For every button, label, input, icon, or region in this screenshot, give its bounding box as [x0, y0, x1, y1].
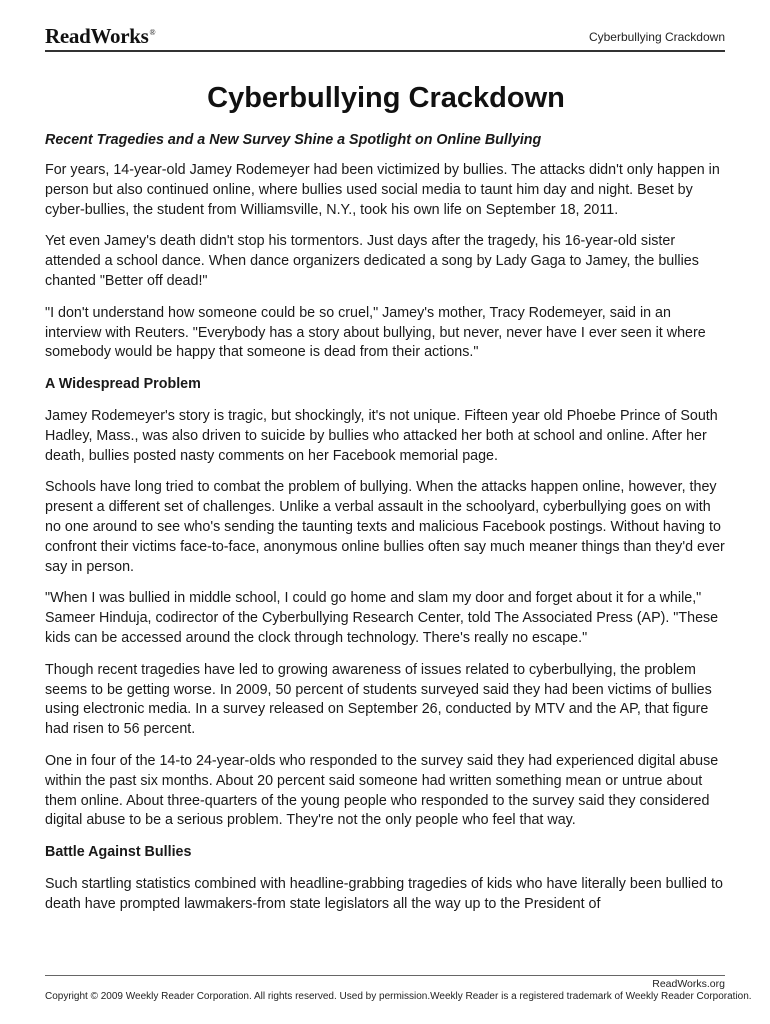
page-header [45, 22, 725, 52]
paragraph-2: Yet even Jamey's death didn't stop his tormentors. Just days after the tragedy, his 16-year-old sister attended a school dance. When dance organizers dedicated a song by Lady Gaga to Jamey, the bullies chanted "Better off dead!" [45, 233, 699, 289]
article-body [45, 80, 727, 927]
footer-site: ReadWorks.org [652, 978, 725, 990]
paragraph-3: "I don't understand how someone could be so cruel," Jamey's mother, Tracy Rodemeyer, said in an interview with Reuters. "Everybody has a story about bullying, but never, never have I ever seen it where somebody would be happy that someone is dead from their actions." [45, 304, 706, 361]
paragraph-7: Though recent tragedies have led to growing awareness of issues related to cyberbullying, the problem seems to be getting worse. In 2009, 50 percent of students surveyed said they had been victims of bullies using electronic media. In a survey released on September 26, conducted by MTV and the AP, that figure had risen to 56 percent. [45, 661, 712, 738]
paragraph-8: One in four of the 14-to 24-year-olds who responded to the survey said they had experienced digital abuse within the past six months. About 20 percent said someone had written something mean or untrue about them online. About three-quarters of the young people who responded to the survey said they considered digital abuse to be a serious problem. They're not the only people who feel that way. [45, 752, 719, 829]
paragraph-1: For years, 14-year-old Jamey Rodemeyer had been victimized by bullies. The attacks didn't only happen in person but also continued online, where bullies used social media to taunt him day and night. Beset by cyber-bullies, the student from Williamsville, N.Y., took his own life on September 18, 2011. [45, 162, 720, 218]
footer-copyright: Copyright © 2009 Weekly Reader Corporation. All rights reserved. Used by permission.Weekly Reader is a registered trademark of Weekly Reader Corporation. [45, 991, 752, 1002]
paragraph-9: Such startling statistics combined with headline-grabbing tragedies of kids who have literally been bullied to death have prompted lawmakers-from state legislators all the way up to the President of [45, 875, 723, 912]
registered-mark: ® [149, 28, 156, 37]
article-title: Cyberbullying Crackdown [207, 82, 565, 114]
section-heading-battle-against-bullies: Battle Against Bullies [45, 844, 192, 861]
logo-text: ReadWorks [45, 24, 149, 48]
paragraph-5: Schools have long tried to combat the problem of bullying. When the attacks happen online, however, they present a different set of challenges. Unlike a verbal assault in the schoolyard, cyberbullying goes on with no one around to see who's sending the taunting texts and malicious Facebook postings. Without having to confront their victims face-to-face, anonymous online bullies often say much meaner things than they'd ever say in person. [45, 479, 725, 575]
article-subtitle: Recent Tragedies and a New Survey Shine a Spotlight on Online Bullying [45, 132, 542, 148]
footer-divider [45, 975, 725, 976]
section-heading-widespread-problem: A Widespread Problem [45, 376, 201, 393]
readworks-logo [45, 24, 155, 49]
paragraph-6: "When I was bullied in middle school, I could go home and slam my door and forget about it for a while," Sameer Hinduja, codirector of the Cyberbullying Research Center, told The Associated Press (AP). "These kids can be accessed around the clock through technology. There's really no escape." [45, 590, 719, 646]
running-title: Cyberbullying Crackdown [588, 30, 725, 44]
paragraph-4: Jamey Rodemeyer's story is tragic, but shockingly, it's not unique. Fifteen year old Phoebe Prince of South Hadley, Mass., was also driven to suicide by bullies who attacked her both at school and online. After her death, bullies posted nasty comments on her Facebook memorial page. [45, 407, 718, 464]
